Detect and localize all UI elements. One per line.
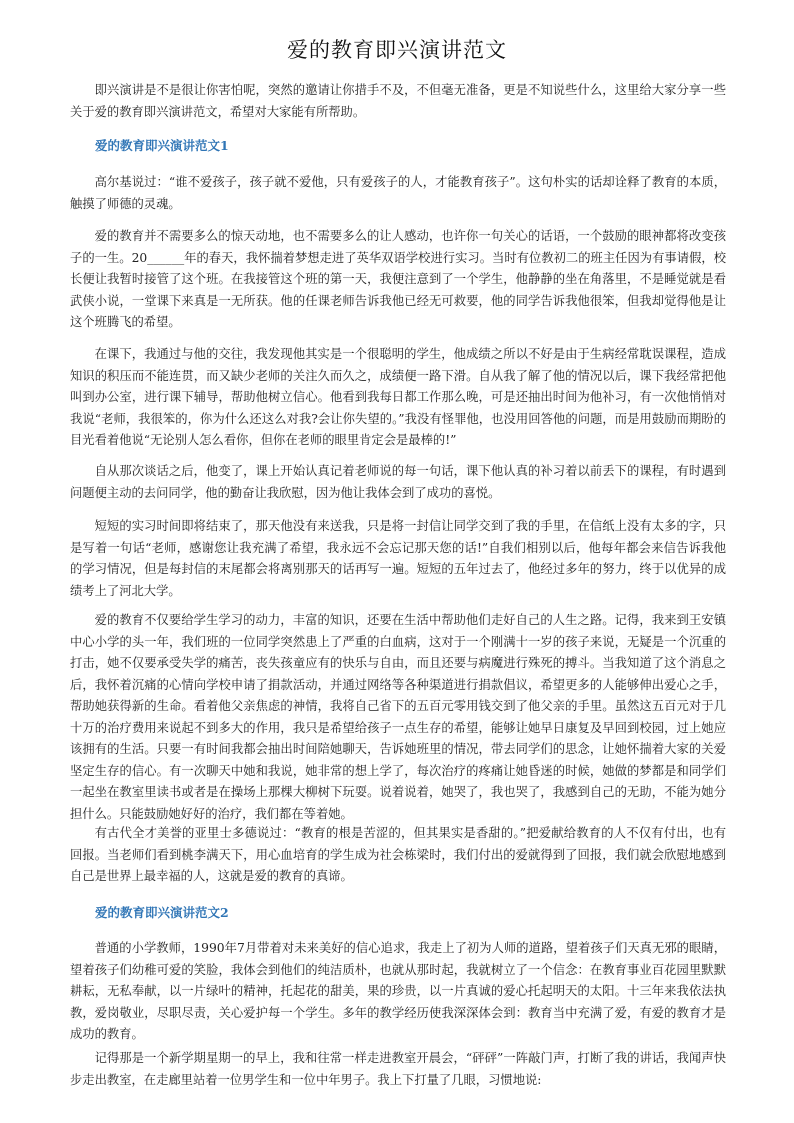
section-1-paragraph-7: 有古代全才美誉的亚里士多德说过：“教育的根是苦涩的，但其果实是香甜的。”把爱献给教育的人不仅有付出，也有回报。当老师们看到桃李满天下，用心血培育的学生成为社会栋梁时，我们付出的爱就得到了回报，我们就会欣慰地感到自己是世界上最幸福的人，这就是爱的教育的真谛。: [70, 826, 726, 883]
section-2-paragraph-2: 记得那是一个新学期星期一的早上，我和往常一样走进教室开晨会，“砰砰”一阵敲门声，打断了我的讲话，我闻声快步走出教室，在走廊里站着一位男学生和一位中年男子。我上下打量了几眼，习惯地说:: [70, 1051, 726, 1087]
section-1-paragraph-4: 自从那次谈话之后，他变了，课上开始认真记着老师说的每一句话，课下他认真的补习着以前丢下的课程，有时遇到问题便主动的去问同学，他的勤奋让我欣慰，因为他让我体会到了成功的喜悦。: [70, 464, 726, 500]
section-2-paragraph-1: 普通的小学教师，1990年7月带着对未来美好的信心追求，我走上了初为人师的道路，望着孩子们天真无邪的眼睛，望着孩子们幼稚可爱的笑脸，我体会到他们的纯洁质朴，也就从那时起，我就树立了一个信念：在教育事业百花园里默默耕耘，无私奉献，以一片绿叶的精神，托起花的甜美，果的珍贵，以一片真诚的爱心托起明天的太阳。十三年来我依法执教，爱岗敬业，尽职尽责，关心爱护每一个学生。多年的教学经历使我深深体会到：教育当中充满了爱，有爱的教育才是成功的教育。: [70, 941, 726, 1041]
section-1-heading: 爱的教育即兴演讲范文1: [95, 138, 229, 153]
intro-paragraph: 即兴演讲是不是很让你害怕呢，突然的邀请让你措手不及，不但毫无准备，更是不知说些什么，这里给大家分享一些关于爱的教育即兴演讲范文，希望对大家能有所帮助。: [70, 83, 726, 119]
section-1-paragraph-1: 高尔基说过：“谁不爱孩子，孩子就不爱他，只有爱孩子的人，才能教育孩子”。这句朴实的话却诠释了教育的本质，触摸了师德的灵魂。: [70, 175, 726, 211]
section-1-paragraph-3: 在课下，我通过与他的交往，我发现他其实是一个很聪明的学生，他成绩之所以不好是由于生病经常耽误课程，造成知识的积压而不能连贯，而又缺少老师的关注久而久之，成绩便一路下滑。自从我了解了他的情况以后，课下我经常把他叫到办公室，进行课下辅导，帮助他树立信心。他看到我每日都工作那么晚，可是还抽出时间为他补习，有一次他悄悄对我说“老师，我很笨的，你为什么还这么对我?会让你失望的。”我没有怪罪他，也没用回答他的问题，而是用鼓励而期盼的目光看着他说“无论别人怎么看你，但你在老师的眼里肯定会是最棒的!”: [70, 347, 726, 447]
section-1-paragraph-2: 爱的教育并不需要多么的惊天动地，也不需要多么的让人感动，也许你一句关心的话语，一个鼓励的眼神都将改变孩子的一生。20______年的春天，我怀揣着梦想走进了英华双语学校进行实习。当时有位教初二的班主任因为有事请假，校长便让我暂时接管了这个班。在我接管这个班的第一天，我便注意到了一个学生，他静静的坐在角落里，不是睡觉就是看武侠小说，一堂课下来真是一无所获。他的任课老师告诉我他已经无可救要，他的同学告诉我他很笨，但我却觉得他是让这个班腾飞的希望。: [70, 229, 726, 329]
section-1-paragraph-6: 爱的教育不仅要给学生学习的动力，丰富的知识，还要在生活中帮助他们走好自己的人生之路。记得，我来到王安镇中心小学的头一年，我们班的一位同学突然患上了严重的白血病，这对于一个刚满十一岁的孩子来说，无疑是一个沉重的打击，她不仅要承受失学的痛苦，丧失孩童应有的快乐与自由，而且还要与病魔进行殊死的搏斗。当我知道了这个消息之后，我怀着沉痛的心情向学校申请了捐款活动，并通过网络等各种渠道进行捐款倡议，希望更多的人能够伸出爱心之手，帮助她获得新的生命。看着他父亲焦虑的神情，我将自己省下的五百元零用钱交到了他父亲的手里。虽然这五百元对于几十万的治疗费用来说起不到多大的作用，我只是希望给孩子一点生存的希望，能够让她早日康复及早回到校园，过上她应该拥有的生活。只要一有时间我都会抽出时间陪她聊天，告诉她班里的情况，带去同学们的思念，让她怀揣着大家的关爱坚定生存的信心。有一次聊天中她和我说，她非常的想上学了，每次治疗的疼痛让她昏迷的时候，她做的梦都是和同学们一起坐在教室里读书或者是在操场上那棵大柳树下玩耍。说着说着，她哭了，我也哭了，我感到自己的无助，不能为她分担什么。只能鼓励她好好的治疗，我们都在等着她。: [70, 613, 726, 821]
section-2-heading: 爱的教育即兴演讲范文2: [95, 905, 229, 920]
section-1-paragraph-5: 短短的实习时间即将结束了，那天他没有来送我，只是将一封信让同学交到了我的手里，在信纸上没有太多的字，只是写着一句话“老师，感谢您让我充满了希望，我永远不会忘记那天您的话!”自我们相别以后，他每年都会来信告诉我他的学习情况，但是每封信的末尾都会将离别那天的话再写一遍。短短的五年过去了，他经过多年的努力，终于以优异的成绩考上了河北大学。: [70, 519, 726, 598]
page-title: 爱的教育即兴演讲范文: [287, 38, 507, 62]
